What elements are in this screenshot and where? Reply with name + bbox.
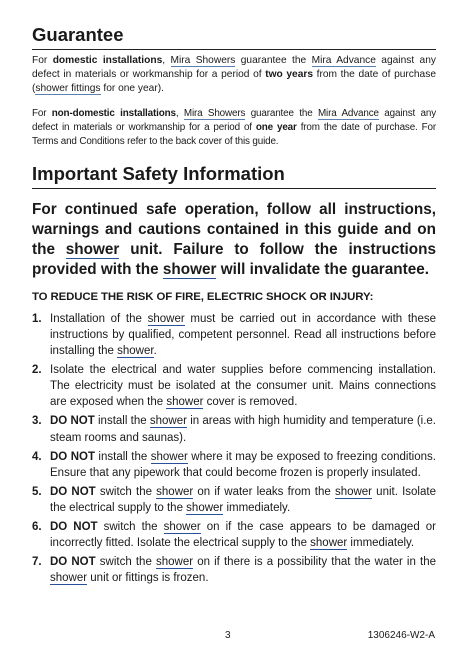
list-item: 7. DO NOT switch the shower on if there is a possibility that the water in the shower unit or fittings is frozen. [32,556,436,585]
shower-term: shower [310,537,348,550]
shower-term: shower [117,345,154,357]
guarantee-title: Guarantee [32,24,436,50]
safety-lead-paragraph: For continued safe operation, follow all instructions, warnings and cautions contained in this guide and on the shower unit. Failure to follow the instructions provided with the shower will invalidate the guarantee. [32,200,436,279]
item-number: 2. [32,364,42,376]
item-number: 7. [32,556,42,569]
item-number: 6. [32,521,42,534]
brand-mira-showers: Mira Showers [170,55,236,66]
product-mira-advance: Mira Advance [317,108,379,120]
do-not-label: DO NOT [50,485,96,498]
shower-term: shower [166,396,204,409]
shower-term: shower [334,485,373,498]
page-content [32,24,436,589]
list-item: 5. DO NOT switch the shower on if water leaks from the shower unit. Isolate the electrical supply to the shower immediately. [32,485,436,515]
guarantee-period-one-year: one year [255,122,297,134]
document-code: 1306246-W2-A [367,630,435,641]
domestic-installations-term: domestic installations [52,55,163,66]
list-item: 4. DO NOT install the shower where it may be exposed to freezing conditions. Ensure that any pipework that could become frozen is properly insulated. [32,450,436,479]
non-domestic-installations-term: non-domestic installations [51,108,176,120]
safety-title: Important Safety Information [32,163,436,189]
shower-fittings-term: shower fittings [35,82,101,94]
shower-term: shower [65,241,120,259]
guarantee-period-two-years: two years [265,68,314,80]
shower-term: shower [186,502,224,515]
do-not-label: DO NOT [50,450,95,463]
shower-term: shower [155,556,194,569]
shower-term: shower [163,521,201,534]
guarantee-non-domestic-paragraph: For non-domestic installations, Mira Showers guarantee the Mira Advance against any defect in materials or workmanship for a period of one year from the date of purchase. For Terms and Conditions refer to the back cover of this guide. [32,108,436,147]
shower-term: shower [156,485,194,498]
shower-term: shower [50,572,88,585]
item-number: 1. [32,312,42,325]
item-number: 4. [32,450,42,463]
product-mira-advance: Mira Advance [311,55,376,66]
warning-heading: TO REDUCE THE RISK OF FIRE, ELECTRIC SHOCK OR INJURY: [32,290,374,303]
do-not-label: DO NOT [50,556,96,569]
item-number: 3. [32,415,42,428]
list-item: 3. DO NOT install the shower in areas with high humidity and temperature (i.e. steam rooms and saunas). [32,415,436,444]
shower-term: shower [162,261,217,279]
do-not-label: DO NOT [50,415,95,428]
do-not-label: DO NOT [50,521,98,534]
shower-term: shower [147,312,185,325]
page-number: 3 [225,630,231,641]
list-item: 6. DO NOT switch the shower on if the case appears to be damaged or incorrectly fitted. Isolate the electrical supply to the shower immediately. [32,521,436,550]
brand-mira-showers: Mira Showers [183,108,246,120]
shower-term: shower [149,415,187,428]
list-item: 1. Installation of the shower must be carried out in accordance with these instructions by qualified, competent personnel. Read all instructions before installing the shower. [32,312,436,357]
guarantee-domestic-paragraph: For domestic installations, Mira Showers guarantee the Mira Advance against any defect in materials or workmanship for a period of two years from the date of purchase (shower fittings for one year). [32,55,436,94]
item-number: 5. [32,485,42,498]
safety-instructions-list [32,311,436,587]
list-item: 2. Isolate the electrical and water supplies before commencing installation. The electricity must be isolated at the consumer unit. Mains connections are exposed when the shower cover is removed. [32,364,436,409]
shower-term: shower [150,450,188,463]
